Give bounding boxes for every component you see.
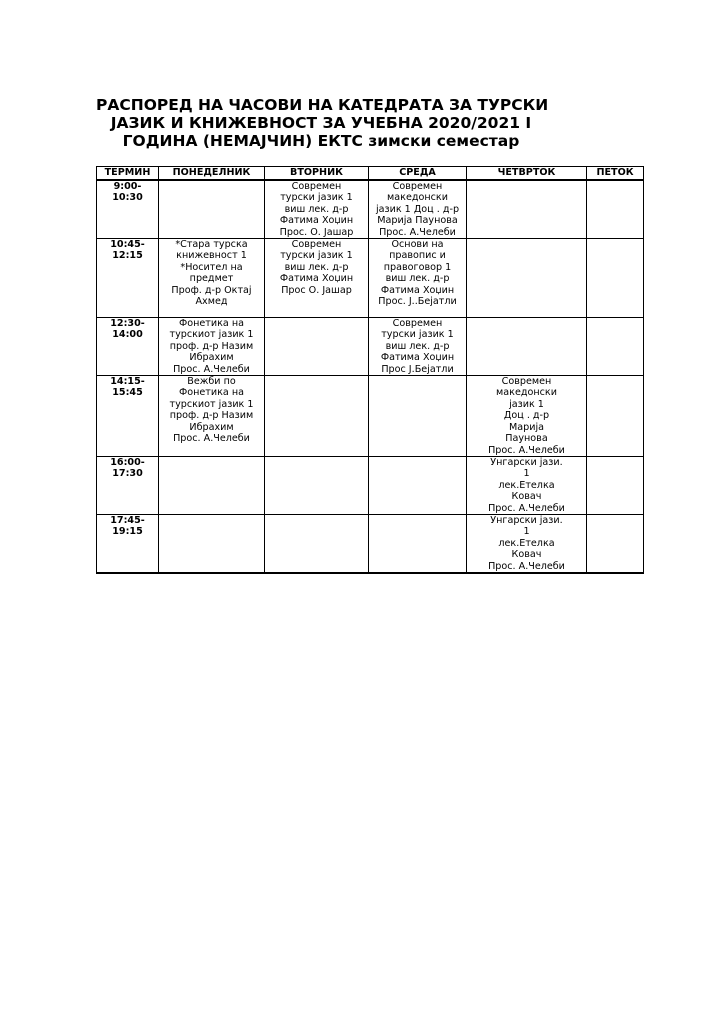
header-sreda: СРЕДА: [369, 167, 467, 181]
class-cell-tue: [265, 456, 369, 514]
class-cell-fri: [587, 318, 644, 376]
class-cell-line: турскиот јазик 1: [169, 329, 254, 341]
time-slot-line: 14:00: [112, 329, 143, 341]
class-cell-wed: [369, 456, 467, 514]
class-cell-line: виш лек. д-р: [385, 340, 450, 352]
class-cell-line: Прос. О. Јашар: [279, 226, 354, 238]
class-cell-line: Прос. А.Челеби: [173, 363, 250, 375]
class-cell-line: Прос. А.Челеби: [379, 226, 456, 238]
header-chetvrtok: ЧЕТВРТОК: [467, 167, 587, 181]
class-cell-mon: [159, 180, 265, 239]
class-cell-line: Фонетика на: [178, 318, 244, 330]
class-cell-thu: [467, 514, 587, 573]
class-cell-thu: [467, 376, 587, 457]
class-cell-line: Проф. д-р Октај: [171, 284, 252, 296]
class-cell-line: Современ: [291, 181, 342, 192]
class-cell-line: јазик 1: [509, 398, 544, 410]
title-line: РАСПОРЕД НА ЧАСОВИ НА КАТЕДРАТА ЗА ТУРСКИ: [96, 96, 549, 114]
time-slot-line: 10:45-: [110, 239, 145, 251]
class-cell-mon: [159, 239, 265, 318]
class-cell-line: Унгарски јази.: [490, 514, 563, 526]
class-cell-fri: [587, 456, 644, 514]
table-row: [97, 239, 644, 318]
class-cell-line: Вежби по: [187, 376, 236, 388]
header-vtornik: ВТОРНИК: [265, 167, 369, 181]
class-cell-line: јазик 1 Доц . д-р: [375, 203, 460, 215]
class-cell-line: Ковач: [511, 491, 542, 503]
class-cell-line: Современ: [291, 239, 342, 251]
time-slot-cell: [97, 318, 159, 376]
class-cell-line: 1: [523, 526, 530, 538]
class-cell-line: Прос. А.Челеби: [488, 502, 565, 514]
class-cell-line: Современ: [392, 181, 443, 192]
class-cell-fri: [587, 376, 644, 457]
class-cell-wed: [369, 318, 467, 376]
class-cell-line: турски јазик 1: [381, 329, 454, 341]
class-cell-line: 1: [523, 468, 530, 480]
class-cell-line: Фатима Хоџин: [279, 215, 354, 227]
time-slot-cell: [97, 180, 159, 239]
class-cell-thu: [467, 456, 587, 514]
class-cell-wed: [369, 239, 467, 318]
class-cell-line: *Носител на: [180, 261, 243, 273]
class-cell-line: македонски: [496, 387, 557, 399]
time-slot-line: 14:15-: [110, 376, 145, 388]
class-cell-line: Прос. А.Челеби: [488, 444, 565, 456]
header-row: [97, 167, 644, 181]
class-cell-line: Фатима Хоџин: [380, 352, 455, 364]
class-cell-wed: [369, 376, 467, 457]
class-cell-line: лек.Етелка: [498, 479, 555, 491]
class-cell-line: книжевност 1: [176, 250, 247, 262]
class-cell-line: Фонетика на: [178, 387, 244, 399]
class-cell-line: Фатима Хоџин: [279, 273, 354, 285]
class-cell-line: турски јазик 1: [280, 192, 353, 204]
class-cell-thu: [467, 180, 587, 239]
time-slot-line: 15:45: [112, 387, 143, 399]
class-cell-line: Современ: [501, 376, 552, 388]
header-termin: ТЕРМИН: [97, 167, 159, 181]
class-cell-line: турскиот јазик 1: [169, 398, 254, 410]
header-petok: ПЕТОК: [587, 167, 644, 181]
time-slot-line: 12:15: [112, 250, 143, 262]
title-line: ЈАЗИК И КНИЖЕВНОСТ ЗА УЧЕБНА 2020/2021 I: [110, 114, 532, 132]
class-cell-tue: [265, 180, 369, 239]
class-cell-line: Ковач: [511, 549, 542, 561]
class-cell-mon: [159, 376, 265, 457]
class-cell-line: Фатима Хоџин: [380, 284, 455, 296]
class-cell-thu: [467, 318, 587, 376]
class-cell-line: Прос. А.Челеби: [488, 560, 565, 572]
class-cell-line: Прос. А.Челеби: [173, 433, 250, 445]
class-cell-line: правоговор 1: [383, 261, 452, 273]
class-cell-line: Ибрахим: [189, 421, 234, 433]
class-cell-line: Доц . д-р: [503, 410, 550, 422]
table-row: [97, 180, 644, 239]
time-slot-cell: [97, 456, 159, 514]
title-line: ГОДИНА (НЕМАЈЧИН) ЕКТС зимски семестар: [122, 132, 520, 150]
class-cell-line: проф. д-р Назим: [169, 410, 254, 422]
class-cell-tue: [265, 239, 369, 318]
time-slot-line: 10:30: [112, 192, 143, 204]
class-cell-line: Паунова: [505, 433, 548, 445]
class-cell-mon: [159, 514, 265, 573]
table-row: [97, 376, 644, 457]
class-cell-fri: [587, 239, 644, 318]
class-cell-line: виш лек. д-р: [385, 273, 450, 285]
schedule-table: [96, 166, 644, 574]
time-slot-line: 17:45-: [110, 514, 145, 526]
class-cell-mon: [159, 318, 265, 376]
class-cell-tue: [265, 514, 369, 573]
document-title: [96, 96, 549, 150]
table-row: [97, 318, 644, 376]
time-slot-cell: [97, 514, 159, 573]
class-cell-line: Ахмед: [195, 296, 228, 308]
class-cell-line: *Стара турска: [175, 239, 248, 251]
class-cell-line: Марија Паунова: [377, 215, 458, 227]
class-cell-mon: [159, 456, 265, 514]
class-cell-line: Марија: [508, 421, 545, 433]
class-cell-line: Прос О. Јашар: [281, 284, 352, 296]
time-slot-line: 19:15: [112, 526, 143, 538]
class-cell-line: македонски: [387, 192, 448, 204]
class-cell-wed: [369, 180, 467, 239]
class-cell-tue: [265, 376, 369, 457]
class-cell-line: виш лек. д-р: [284, 261, 349, 273]
time-slot-cell: [97, 376, 159, 457]
time-slot-line: 12:30-: [110, 318, 145, 330]
class-cell-line: виш лек. д-р: [284, 203, 349, 215]
class-cell-wed: [369, 514, 467, 573]
class-cell-line: Прос. Ј..Бејатли: [378, 296, 457, 308]
class-cell-fri: [587, 514, 644, 573]
class-cell-line: правопис и: [389, 250, 446, 262]
class-cell-line: Основи на: [391, 239, 444, 251]
class-cell-line: Прос Ј.Бејатли: [381, 363, 454, 375]
class-cell-line: турски јазик 1: [280, 250, 353, 262]
time-slot-cell: [97, 239, 159, 318]
class-cell-line: Унгарски јази.: [490, 456, 563, 468]
class-cell-line: проф. д-р Назим: [169, 340, 254, 352]
class-cell-thu: [467, 239, 587, 318]
class-cell-line: Ибрахим: [189, 352, 234, 364]
time-slot-line: 9:00-: [113, 181, 142, 192]
class-cell-fri: [587, 180, 644, 239]
class-cell-line: лек.Етелка: [498, 537, 555, 549]
table-row: [97, 514, 644, 573]
table-row: [97, 456, 644, 514]
class-cell-line: Современ: [392, 318, 443, 330]
time-slot-line: 16:00-: [110, 456, 145, 468]
class-cell-tue: [265, 318, 369, 376]
header-ponedelnik: ПОНЕДЕЛНИК: [159, 167, 265, 181]
time-slot-line: 17:30: [112, 468, 143, 480]
class-cell-line: предмет: [189, 273, 234, 285]
